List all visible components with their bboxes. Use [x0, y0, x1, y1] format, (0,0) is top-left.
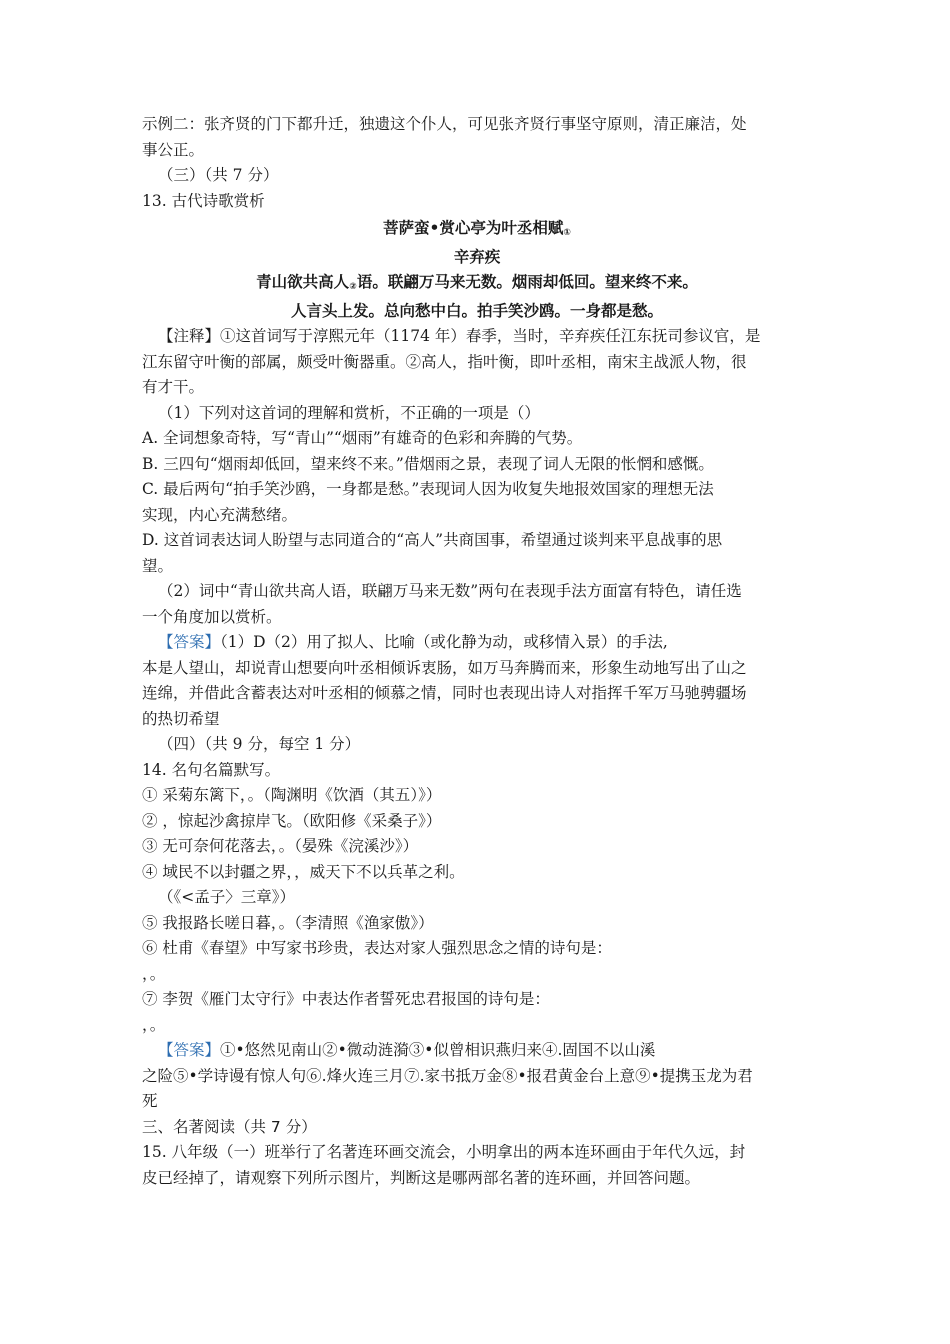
- poem-line-1: [142, 270, 812, 299]
- question-15-line-1: 15. 八年级（一）班举行了名著连环画交流会，小明拿出的两本连环画由于年代久远，封: [142, 1143, 746, 1161]
- answer-tag: 【答案】: [158, 633, 221, 651]
- question-14-heading: 14. 名句名篇默写。: [142, 760, 281, 779]
- answer-14-text: ①•悠然见南山②•微动涟漪③•似曾相识燕归来④.固国不以山溪: [220, 1041, 656, 1059]
- note-line-1: 【注释】①这首词写于淳熙元年（1174 年）春季，当时，辛弃疾任江东抚司参议官，是: [158, 327, 761, 345]
- recite-item-7: ⑦ 李贺《雁门太守行》中表达作者誓死忠君报国的诗句是：: [142, 990, 550, 1008]
- question-15-line-2: 皮已经掉了，请观察下列所示图片，判断这是哪两部名著的连环画，并回答问题。: [142, 1168, 701, 1187]
- option-a: A. 全词想象奇特，写“青山”“烟雨”有雄奇的色彩和奔腾的气势。: [142, 429, 583, 447]
- option-c-line-2: 实现，内心充满愁绪。: [142, 505, 298, 524]
- answer-13-line-1: [142, 630, 812, 656]
- poem-line-1-part-b: 语。联翩万马来无数。烟雨却低回。望来终不来。: [356, 273, 698, 291]
- poem-title-text: 菩萨蛮•赏心亭为叶丞相赋: [382, 219, 564, 237]
- document-body: [142, 112, 812, 1191]
- question-13-1: （1）下列对这首词的理解和赏析，不正确的一项是（）: [158, 403, 540, 422]
- option-d-line-2: 望。: [142, 556, 174, 575]
- poem-title: [142, 216, 812, 245]
- part-three-heading: （三）（共 7 分）: [158, 166, 279, 184]
- recite-item-7-blank: ，。: [142, 1015, 166, 1034]
- recite-item-3: ③ 无可奈何花落去，。（晏殊《浣溪沙》）: [142, 837, 419, 855]
- note-line-3: 有才干。: [142, 378, 205, 396]
- answer-13-line-3: 连绵，并借此含蓄表达对叶丞相的倾慕之情，同时也表现出诗人对指挥千军万马驰骋疆场: [142, 684, 747, 702]
- answer-13-line-2: 本是人望山，却说青山想要向叶丞相倾诉衷肠，如万马奔腾而来，形象生动地写出了山之: [142, 658, 747, 677]
- option-d-line-1: D. 这首词表达词人盼望与志同道合的“高人”共商国事，希望通过谈判来平息战事的思: [142, 531, 723, 549]
- section-three-heading: 三、名著阅读（共 7 分）: [142, 1117, 317, 1136]
- answer-14-line-1: [142, 1038, 812, 1064]
- question-13-2-line-2: 一个角度加以赏析。: [142, 607, 282, 626]
- recite-item-6-blank: ，。: [142, 964, 166, 983]
- question-13-heading: 13. 古代诗歌赏析: [142, 191, 265, 210]
- poem-line-1-footnote-mark: ②: [349, 282, 357, 292]
- option-b: B. 三四句“烟雨却低回，望来终不来。”借烟雨之景，表现了词人无限的怅惘和感慨。: [142, 454, 714, 473]
- poem-author: 辛弃疾: [453, 247, 501, 266]
- answer-tag: 【答案】: [158, 1041, 221, 1059]
- example-two-line-2: 事公正。: [142, 140, 205, 159]
- recite-item-5: ⑤ 我报路长嗟日暮，。（李清照《渔家傲》）: [142, 913, 434, 932]
- answer-13-text: （1）D（2）用了拟人、比喻（或化静为动，或移情入景）的手法,: [220, 633, 668, 651]
- poem-line-1-part-a: 青山欲共高人: [256, 273, 350, 291]
- recite-item-4: ④ 域民不以封疆之界，，威天下不以兵革之利。: [142, 862, 465, 881]
- answer-13-line-4: 的热切希望: [142, 709, 220, 728]
- recite-item-2: ② ，惊起沙禽掠岸飞。（欧阳修《采桑子》）: [142, 811, 442, 830]
- recite-item-6: ⑥ 杜甫《春望》中写家书珍贵，表达对家人强烈思念之情的诗句是：: [142, 939, 612, 957]
- recite-item-1: ① 采菊东篱下，。（陶渊明《饮酒（其五）》）: [142, 786, 442, 804]
- note-line-2: 江东留守叶衡的部属，颇受叶衡器重。②高人，指叶衡，即叶丞相，南宋主战派人物，很: [142, 352, 747, 371]
- answer-14-line-2: 之险⑤•学诗谩有惊人句⑥.烽火连三月⑦.家书抵万金⑧•报君黄金台上意⑨•提携玉龙为君: [142, 1066, 753, 1085]
- poem-title-footnote-mark: ①: [563, 228, 572, 238]
- example-two-line-1: 示例二：张齐贤的门下都升迁，独遗这个仆人，可见张齐贤行事坚守原则，清正廉洁，处: [142, 115, 747, 133]
- option-c-line-1: C. 最后两句“拍手笑沙鸥，一身都是愁。”表现词人因为收复失地报效国家的理想无法: [142, 480, 714, 498]
- answer-14-line-3: 死: [142, 1092, 158, 1110]
- poem-line-2: 人言头上发。总向愁中白。拍手笑沙鸥。一身都是愁。: [290, 301, 663, 320]
- recite-item-4-source: （《<孟子〉三章》）: [158, 888, 295, 906]
- question-13-2-line-1: （2）词中“青山欲共高人语，联翩万马来无数”两句在表现手法方面富有特色，请任选: [158, 582, 742, 600]
- part-four-heading: （四）（共 9 分，每空 1 分）: [158, 735, 361, 753]
